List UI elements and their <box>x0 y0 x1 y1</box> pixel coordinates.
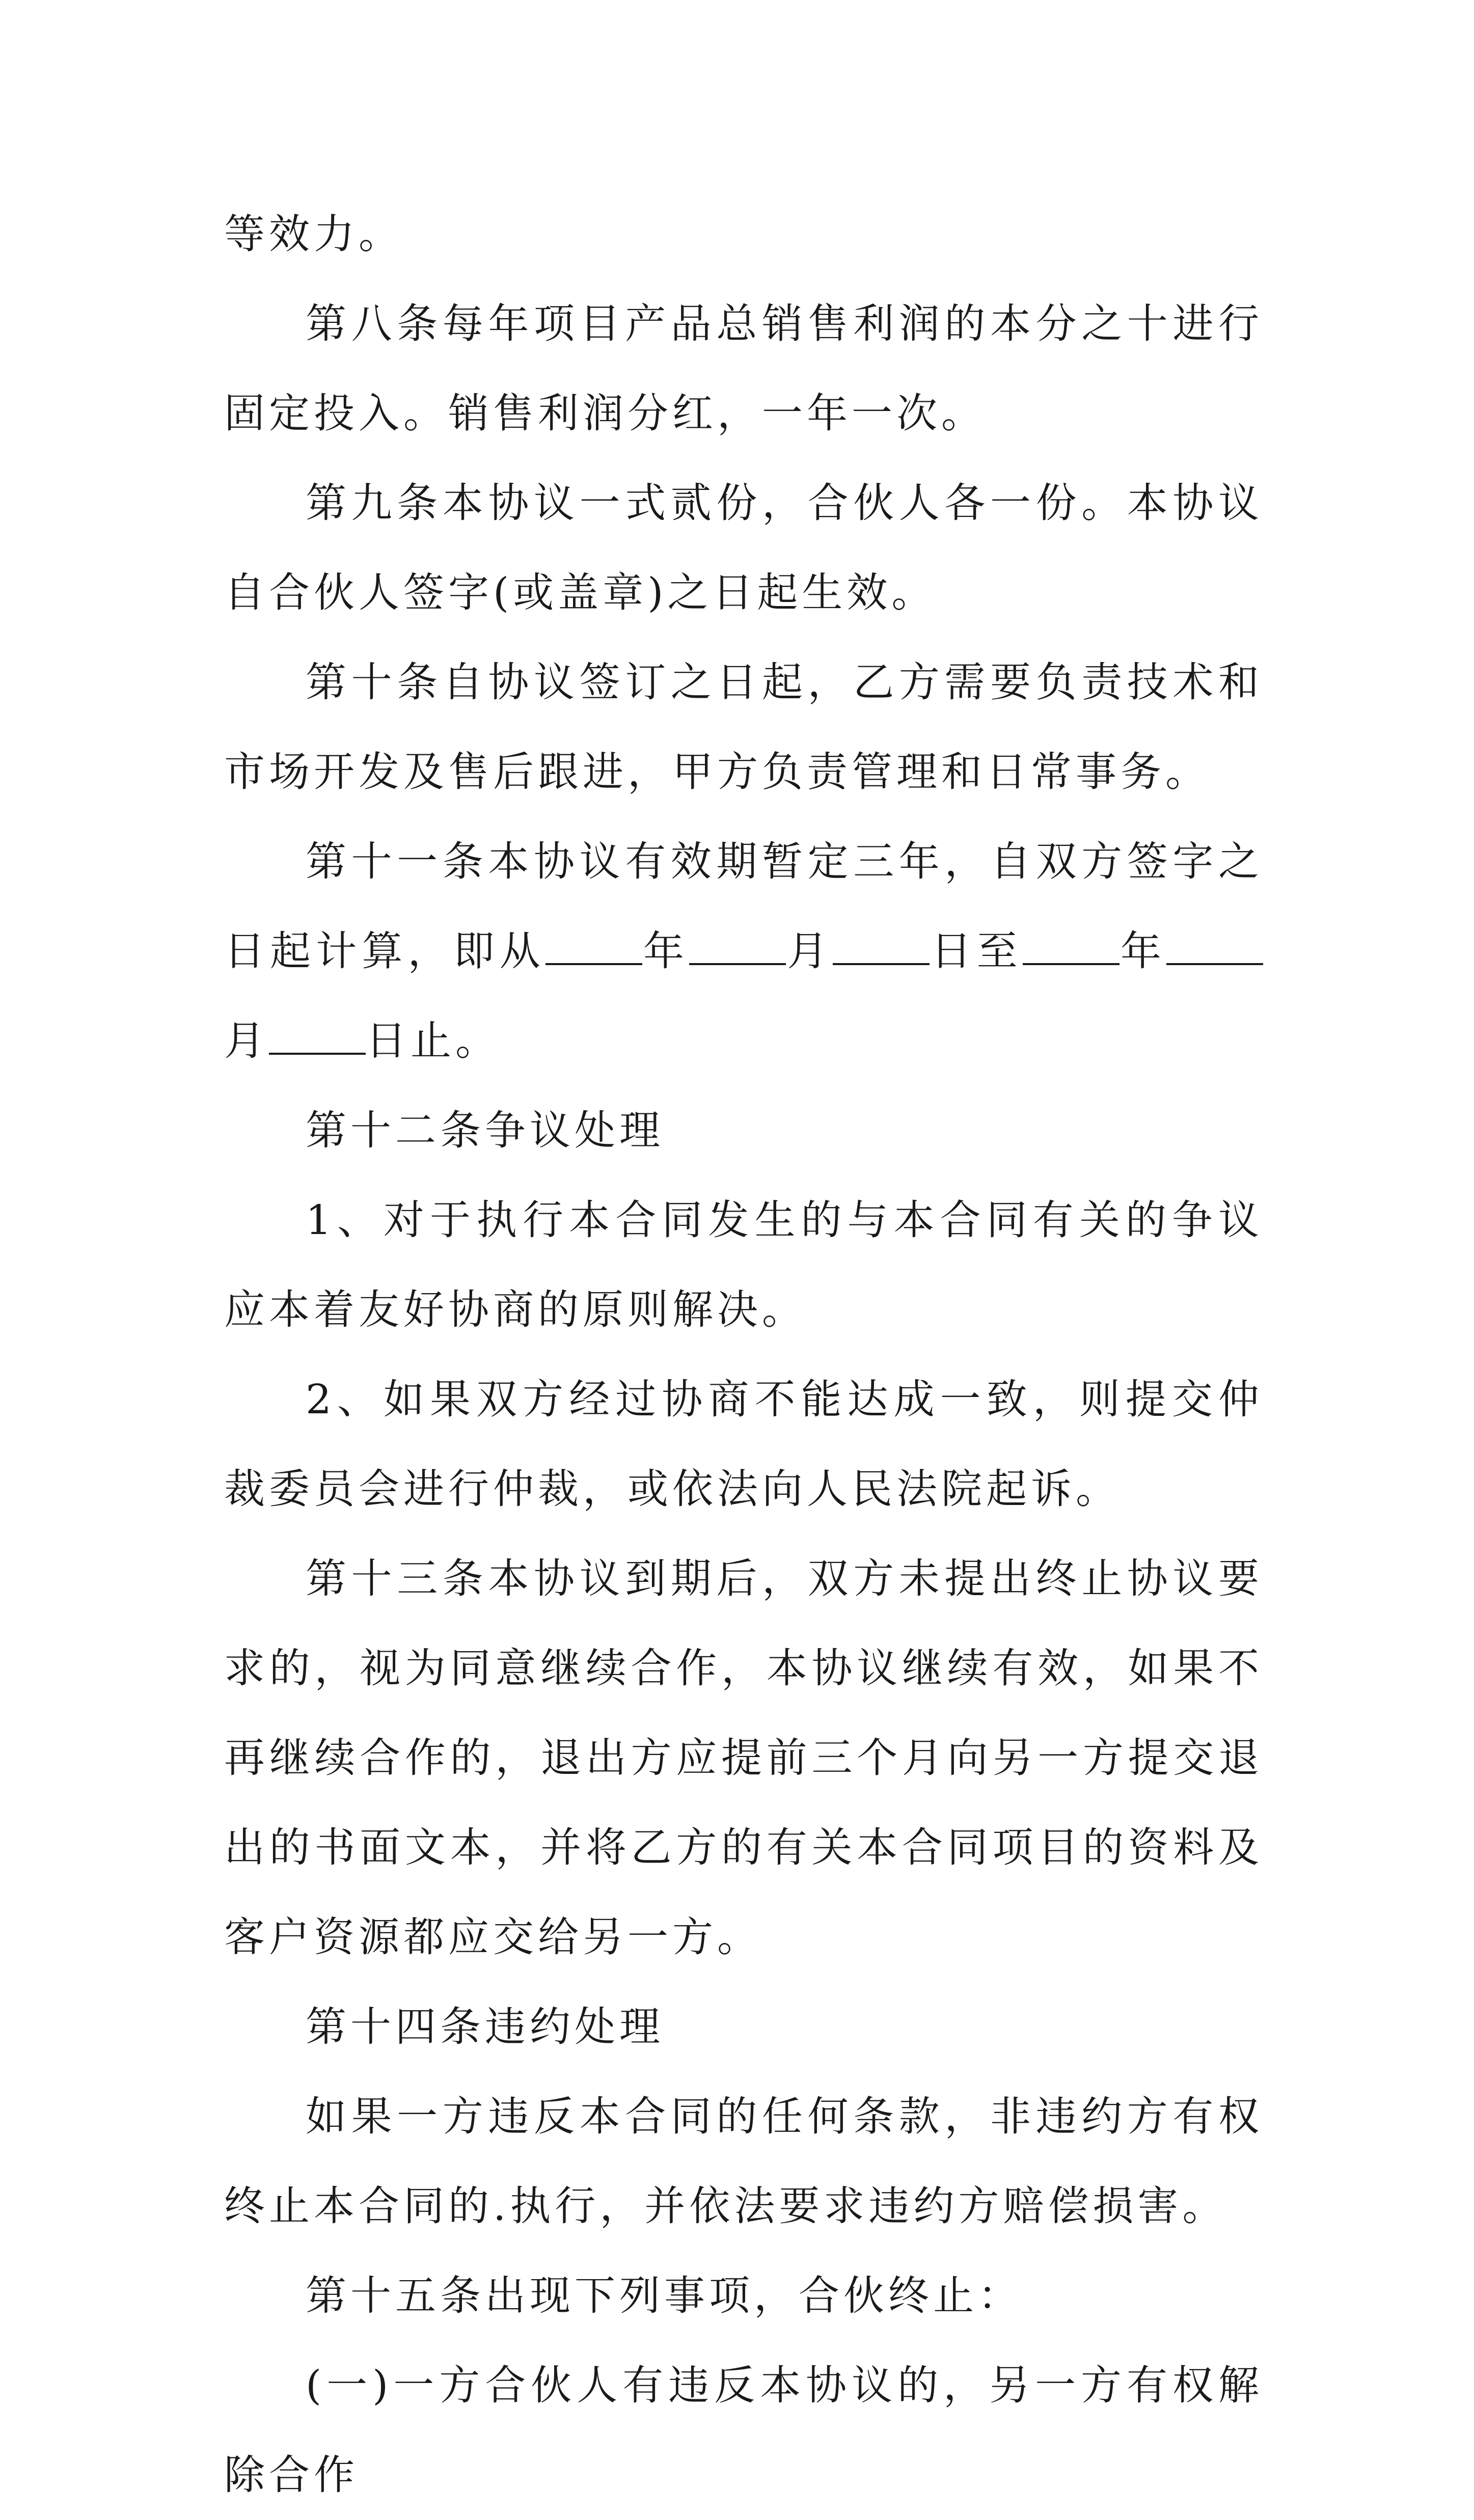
clause-11-suffix: 止。 <box>411 1017 500 1064</box>
clause-9: 第九条本协议一式贰份，合伙人各一份。本协议自合伙人签字(或盖章)之日起生效。 <box>224 479 1263 616</box>
clause-11 <box>224 817 1263 1086</box>
blank-month-end <box>1166 927 1263 965</box>
clause-8: 第八条每年项目产品总销售利润的本分之十进行固定投入。销售利润分红，一年一次。 <box>224 300 1263 437</box>
label-month-start: 月 <box>786 927 833 975</box>
blank-day-start <box>833 927 930 965</box>
clause-12-heading: 第十二条争议处理 <box>306 1107 664 1154</box>
blank-month-start <box>689 927 786 965</box>
blank-year-end <box>1023 927 1120 965</box>
label-day-end: 日 <box>366 1017 411 1064</box>
label-year-start: 年 <box>642 927 690 975</box>
label-month-end: 月 <box>224 1017 269 1064</box>
blank-day-end <box>269 1017 366 1055</box>
label-day-start: 日至 <box>930 927 1023 975</box>
clause-14-body: 如果一方违反本合同的任何条款，非违约方有权终止本合同的.执行，并依法要求违约方赔偿损害。 <box>224 2093 1263 2230</box>
document-body <box>224 189 1263 2520</box>
clause-11-prefix: 第十一条本协议有效期暂定三年，自双方签字之日起计算，即从 <box>224 838 1263 975</box>
clause-10: 第十条自协议签订之日起，乙方需要负责技术和市场开发及售后跟进，甲方负责管理和日常事务。 <box>224 659 1263 796</box>
clause-13: 第十三条本协议到期后，双方未提出终止协议要求的，视为同意继续合作，本协议继续有效，如果不再继续合作的，退出方应提前三个月向另一方提交退出的书面文本，并将乙方的有关本合同项目的资料及客户资源都应交给另一方。 <box>224 1555 1263 1961</box>
clause-14-heading: 第十四条违约处理 <box>306 2003 664 2050</box>
label-year-end: 年 <box>1119 927 1166 975</box>
clause-15-heading: 第十五条出现下列事项，合伙终止： <box>306 2272 1023 2319</box>
blank-year-start <box>545 927 642 965</box>
paragraph-continuation: 等效力。 <box>224 210 403 258</box>
clause-12-item-1: 1、对于执行本合同发生的与本合同有关的争议应本着友好协商的原则解决。 <box>224 1196 1263 1333</box>
clause-15-item-1: (一)一方合伙人有违反本协议的，另一方有权解除合作 <box>224 2362 1263 2499</box>
clause-12-item-2: 2、如果双方经过协商不能达成一致，则提交仲裁委员会进行仲裁，或依法向人民法院起诉。 <box>224 1376 1263 1513</box>
